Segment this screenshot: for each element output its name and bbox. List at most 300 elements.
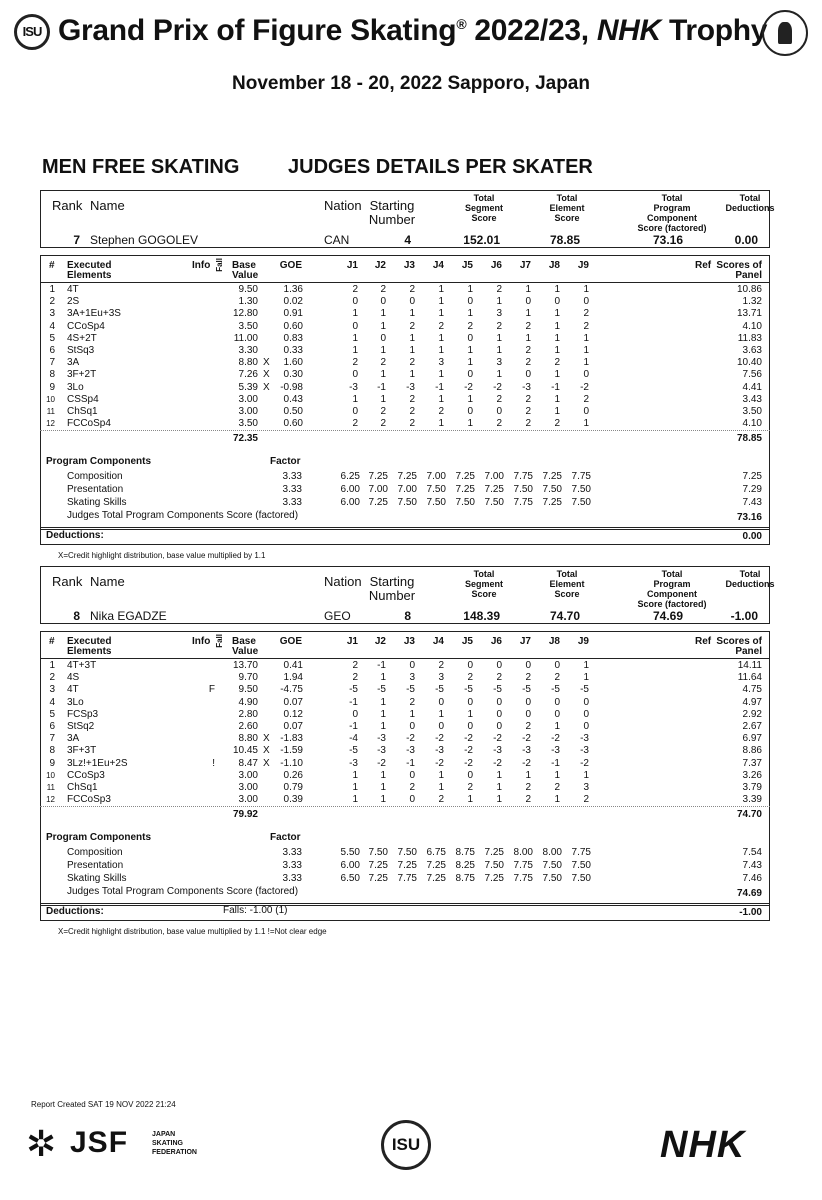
element-base: 10.45 xyxy=(232,745,258,757)
deduction-total: -1.00 xyxy=(739,907,762,918)
element-judge-score: -1 xyxy=(377,660,386,671)
component-judge-score: 5.50 xyxy=(340,847,360,858)
component-factor: 3.33 xyxy=(282,497,302,508)
col-hash: # xyxy=(49,636,55,647)
component-judge-score: 7.50 xyxy=(455,497,475,508)
nation-label: Nation xyxy=(324,198,362,213)
element-judge-score: -4 xyxy=(349,733,358,745)
element-judge-score: 1 xyxy=(380,794,386,806)
element-judge-score: 2 xyxy=(496,418,502,430)
element-judge-score: 2 xyxy=(409,393,415,405)
element-panel: 14.11 xyxy=(737,660,762,671)
element-judge-score: 2 xyxy=(525,406,531,417)
component-judge-score: 7.50 xyxy=(397,497,417,508)
pcs-label: Score (factored) xyxy=(637,223,707,233)
element-judge-score: 1 xyxy=(583,660,589,671)
element-judge-score: 0 xyxy=(583,296,589,308)
component-judge-score: 7.25 xyxy=(484,847,504,858)
component-judge-score: 8.75 xyxy=(455,847,475,858)
element-judge-score: 0 xyxy=(467,660,473,671)
col-judge: J9 xyxy=(577,636,589,647)
element-x-flag: X xyxy=(263,381,270,393)
element-judge-score: 2 xyxy=(352,284,358,295)
table-box xyxy=(40,903,770,921)
element-judge-score: 0 xyxy=(352,406,358,417)
component-judge-score: 6.00 xyxy=(340,484,360,495)
element-panel: 4.97 xyxy=(742,696,762,708)
element-judge-score: 2 xyxy=(409,284,415,295)
element-name: StSq2 xyxy=(67,721,95,732)
element-judge-score: 1 xyxy=(352,393,358,405)
component-panel: 7.46 xyxy=(742,873,762,884)
pcs-label: Program xyxy=(653,203,691,213)
component-judge-score: 7.00 xyxy=(484,471,504,482)
element-judge-score: -1 xyxy=(406,757,415,769)
element-panel: 3.43 xyxy=(742,393,762,405)
component-judge-score: 7.25 xyxy=(368,497,388,508)
element-name: 3A xyxy=(67,357,80,369)
col-scores-of: Scores of xyxy=(716,636,762,647)
element-judge-score: 1 xyxy=(409,345,415,356)
pcs-total: 74.69 xyxy=(736,888,762,899)
element-judge-score: -1 xyxy=(349,696,358,708)
element-name: 4T+3T xyxy=(67,660,97,671)
element-base: 3.50 xyxy=(238,320,258,332)
details-title: JUDGES DETAILS PER SKATER xyxy=(288,156,593,178)
element-judge-score: 1 xyxy=(438,308,444,320)
component-judge-score: 7.25 xyxy=(426,873,446,884)
element-judge-score: -3 xyxy=(551,745,560,757)
nation-label: Nation xyxy=(324,574,362,589)
col-judge: J5 xyxy=(461,636,473,647)
element-no: 9 xyxy=(49,757,55,769)
element-judge-score: 0 xyxy=(467,296,473,308)
element-judge-score: 0 xyxy=(583,369,589,381)
element-judge-score: 0 xyxy=(380,296,386,308)
skater-pcs: 73.16 xyxy=(652,233,683,247)
tes-label: Total xyxy=(556,193,578,203)
component-judge-score: 7.75 xyxy=(397,873,417,884)
component-judge-score: 7.50 xyxy=(571,497,591,508)
col-judge: J1 xyxy=(346,260,358,271)
name-label: Name xyxy=(90,574,125,589)
pcs-label: Component xyxy=(647,213,697,223)
element-name: 2S xyxy=(67,296,80,308)
component-name: Composition xyxy=(67,471,123,482)
element-goe: -1.10 xyxy=(280,757,303,769)
element-x-flag: X xyxy=(263,357,270,369)
element-goe: 0.41 xyxy=(283,660,303,671)
element-base: 4.90 xyxy=(238,696,258,708)
col-goe: GOE xyxy=(279,636,302,647)
component-judge-score: 6.25 xyxy=(340,471,360,482)
component-judge-score: 7.50 xyxy=(571,873,591,884)
element-goe: 0.60 xyxy=(283,320,303,332)
element-goe: 0.33 xyxy=(283,345,303,356)
element-judge-score: 2 xyxy=(467,672,473,684)
component-judge-score: 7.25 xyxy=(542,471,562,482)
component-judge-score: 7.75 xyxy=(513,860,533,871)
element-judge-score: 1 xyxy=(554,369,560,381)
element-judge-score: 3 xyxy=(438,672,444,684)
element-no: 9 xyxy=(49,381,55,393)
element-no: 5 xyxy=(49,332,55,344)
element-judge-score: 2 xyxy=(525,782,531,793)
tss-label: Score xyxy=(471,213,497,223)
element-base: 3.00 xyxy=(238,393,258,405)
element-judge-score: -2 xyxy=(522,757,531,769)
element-judge-score: -1 xyxy=(551,381,560,393)
component-judge-score: 6.00 xyxy=(340,497,360,508)
element-judge-score: 2 xyxy=(352,672,358,684)
element-no: 10 xyxy=(46,770,55,780)
element-judge-score: 2 xyxy=(352,660,358,671)
col-panel: Panel xyxy=(735,646,762,657)
element-no: 8 xyxy=(49,369,55,381)
jsf-snowflake-icon: ✲ xyxy=(26,1123,57,1164)
col-elements: Elements xyxy=(67,270,112,281)
component-judge-score: 7.50 xyxy=(513,484,533,495)
divider xyxy=(40,282,770,283)
element-judge-score: -3 xyxy=(522,745,531,757)
element-judge-score: 2 xyxy=(438,794,444,806)
element-judge-score: -5 xyxy=(349,684,358,696)
element-judge-score: -3 xyxy=(522,381,531,393)
element-base: 1.30 xyxy=(238,296,258,308)
component-judge-score: 7.25 xyxy=(484,873,504,884)
element-goe: 1.60 xyxy=(283,357,303,369)
element-judge-score: 1 xyxy=(496,782,502,793)
element-base: 2.60 xyxy=(238,721,258,732)
element-judge-score: 2 xyxy=(380,406,386,417)
col-info: Info xyxy=(192,636,211,647)
deduction-detail: Falls: -1.00 (1) xyxy=(223,905,288,916)
skater-ded: -1.00 xyxy=(730,609,758,623)
component-name: Presentation xyxy=(67,860,124,871)
element-judge-score: 2 xyxy=(583,320,589,332)
element-judge-score: 0 xyxy=(438,721,444,732)
element-judge-score: 3 xyxy=(438,357,444,369)
element-x-flag: X xyxy=(263,733,270,745)
element-judge-score: 1 xyxy=(554,406,560,417)
component-judge-score: 7.25 xyxy=(368,471,388,482)
col-value: Value xyxy=(232,270,259,281)
element-judge-score: -2 xyxy=(435,733,444,745)
pcs-label: Program xyxy=(653,579,691,589)
element-name: CCoSp3 xyxy=(67,769,105,781)
element-judge-score: 1 xyxy=(380,320,386,332)
element-judge-score: 2 xyxy=(525,393,531,405)
component-judge-score: 7.50 xyxy=(542,484,562,495)
element-judge-score: 1 xyxy=(525,769,531,781)
element-judge-score: 1 xyxy=(496,345,502,356)
element-judge-score: -2 xyxy=(580,381,589,393)
name-label: Name xyxy=(90,198,125,213)
component-judge-score: 8.00 xyxy=(542,847,562,858)
element-judge-score: -2 xyxy=(522,733,531,745)
element-no: 6 xyxy=(49,345,55,356)
component-judge-score: 8.75 xyxy=(455,873,475,884)
element-judge-score: 2 xyxy=(554,418,560,430)
pcs-label: Score (factored) xyxy=(637,599,707,609)
pcs-label: Total xyxy=(661,569,683,579)
col-base: Base xyxy=(232,260,256,271)
component-factor: 3.33 xyxy=(282,860,302,871)
element-judge-score: 1 xyxy=(438,345,444,356)
element-base: 3.00 xyxy=(238,794,258,806)
element-name: 3Lo xyxy=(67,381,84,393)
component-judge-score: 7.75 xyxy=(513,471,533,482)
component-factor: 3.33 xyxy=(282,484,302,495)
element-judge-score: 2 xyxy=(438,320,444,332)
element-x-flag: X xyxy=(263,757,270,769)
element-panel: 3.79 xyxy=(742,782,762,793)
skater-tes: 74.70 xyxy=(549,609,580,623)
element-base: 11.00 xyxy=(233,332,258,344)
col-fall: Fall xyxy=(215,258,224,272)
element-judge-score: -2 xyxy=(493,733,502,745)
element-name: CSSp4 xyxy=(67,393,99,405)
element-judge-score: 1 xyxy=(525,284,531,295)
element-judge-score: -5 xyxy=(464,684,473,696)
table-box xyxy=(40,527,770,545)
element-judge-score: -1 xyxy=(377,381,386,393)
element-judge-score: 0 xyxy=(409,721,415,732)
component-judge-score: 7.50 xyxy=(571,484,591,495)
element-judge-score: 0 xyxy=(525,369,531,381)
element-judge-score: 0 xyxy=(554,296,560,308)
element-no: 3 xyxy=(49,308,55,320)
tss-label: Score xyxy=(471,589,497,599)
element-judge-score: 1 xyxy=(352,769,358,781)
col-info: Info xyxy=(192,260,211,271)
element-judge-score: -5 xyxy=(349,745,358,757)
element-judge-score: 0 xyxy=(409,660,415,671)
col-ref: Ref xyxy=(695,260,712,271)
component-panel: 7.54 xyxy=(742,847,762,858)
element-x-flag: X xyxy=(263,369,270,381)
element-judge-score: -3 xyxy=(493,745,502,757)
element-judge-score: 1 xyxy=(554,308,560,320)
col-judge: J3 xyxy=(403,260,415,271)
element-base: 13.70 xyxy=(232,660,258,671)
col-judge: J4 xyxy=(432,260,444,271)
component-judge-score: 7.50 xyxy=(368,847,388,858)
element-no: 12 xyxy=(46,795,55,805)
col-judge: J4 xyxy=(432,636,444,647)
pcs-label: Component xyxy=(647,589,697,599)
element-base: 3.00 xyxy=(238,406,258,417)
element-judge-score: 1 xyxy=(352,345,358,356)
element-judge-score: 1 xyxy=(467,708,473,720)
col-judge: J8 xyxy=(548,260,560,271)
element-judge-score: 0 xyxy=(409,769,415,781)
element-judge-score: -3 xyxy=(349,757,358,769)
component-judge-score: 7.50 xyxy=(571,860,591,871)
program-components-label: Program Components xyxy=(46,456,152,467)
component-judge-score: 7.00 xyxy=(426,471,446,482)
element-base: 8.80 xyxy=(238,733,258,745)
component-judge-score: 7.50 xyxy=(397,847,417,858)
element-judge-score: 0 xyxy=(467,769,473,781)
element-judge-score: 2 xyxy=(352,357,358,369)
component-judge-score: 7.25 xyxy=(455,471,475,482)
element-judge-score: 1 xyxy=(438,296,444,308)
element-judge-score: 1 xyxy=(583,345,589,356)
component-name: Presentation xyxy=(67,484,124,495)
element-judge-score: 0 xyxy=(352,708,358,720)
element-judge-score: 0 xyxy=(525,708,531,720)
rank-label: Rank xyxy=(52,574,83,589)
element-no: 10 xyxy=(46,394,55,404)
element-judge-score: 1 xyxy=(380,345,386,356)
component-judge-score: 7.25 xyxy=(397,860,417,871)
element-panel: 4.41 xyxy=(742,381,762,393)
element-judge-score: 2 xyxy=(583,794,589,806)
element-goe: -0.98 xyxy=(280,381,303,393)
element-judge-score: 2 xyxy=(352,418,358,430)
element-judge-score: 2 xyxy=(525,320,531,332)
element-name: 3F+3T xyxy=(67,745,97,757)
element-judge-score: 0 xyxy=(554,708,560,720)
element-judge-score: 2 xyxy=(525,418,531,430)
rank-label: Rank xyxy=(52,198,83,213)
element-judge-score: 1 xyxy=(438,769,444,781)
component-factor: 3.33 xyxy=(282,847,302,858)
event-header xyxy=(12,8,812,58)
col-judge: J5 xyxy=(461,260,473,271)
element-judge-score: -5 xyxy=(406,684,415,696)
element-judge-score: 1 xyxy=(352,308,358,320)
element-panel: 4.10 xyxy=(742,418,762,430)
number-label: Number xyxy=(368,588,416,603)
footnote: X=Credit highlight distribution, base value multiplied by 1.1 xyxy=(58,551,266,560)
component-judge-score: 7.00 xyxy=(368,484,388,495)
element-goe: 0.30 xyxy=(283,369,303,381)
element-name: 4S xyxy=(67,672,80,684)
component-judge-score: 8.25 xyxy=(455,860,475,871)
component-judge-score: 7.25 xyxy=(368,860,388,871)
element-judge-score: 1 xyxy=(467,418,473,430)
element-judge-score: 0 xyxy=(583,721,589,732)
element-judge-score: -5 xyxy=(435,684,444,696)
component-judge-score: 7.25 xyxy=(368,873,388,884)
col-panel: Panel xyxy=(735,270,762,281)
isu-logo-bottom: ISU xyxy=(381,1120,431,1170)
element-judge-score: 1 xyxy=(554,284,560,295)
col-judge: J6 xyxy=(490,636,502,647)
element-base: 8.47 xyxy=(238,757,258,769)
element-judge-score: 3 xyxy=(583,782,589,793)
element-judge-score: 1 xyxy=(380,308,386,320)
col-value: Value xyxy=(232,646,259,657)
element-judge-score: 3 xyxy=(409,672,415,684)
element-no: 3 xyxy=(49,684,55,696)
ded-label: Total xyxy=(739,569,761,579)
element-judge-score: 2 xyxy=(583,308,589,320)
skater-nation: CAN xyxy=(324,233,350,247)
element-judge-score: 2 xyxy=(380,357,386,369)
element-judge-score: 1 xyxy=(438,369,444,381)
element-name: 3Lz!+1Eu+2S xyxy=(67,757,128,769)
element-goe: 1.94 xyxy=(283,672,303,684)
component-judge-score: 7.25 xyxy=(484,484,504,495)
element-judge-score: 1 xyxy=(554,721,560,732)
element-judge-score: 1 xyxy=(554,769,560,781)
federation-badge-icon xyxy=(762,10,808,56)
element-judge-score: 1 xyxy=(554,794,560,806)
col-executed: Executed xyxy=(67,636,112,647)
element-judge-score: 1 xyxy=(380,393,386,405)
element-judge-score: 1 xyxy=(380,696,386,708)
skater-start_no: 8 xyxy=(404,609,411,623)
element-no: 6 xyxy=(49,721,55,732)
element-judge-score: -2 xyxy=(551,733,560,745)
component-judge-score: 7.50 xyxy=(484,860,504,871)
element-panel: 2.92 xyxy=(742,708,762,720)
component-judge-score: 6.75 xyxy=(426,847,446,858)
element-judge-score: 0 xyxy=(496,721,502,732)
tes-label: Total xyxy=(556,569,578,579)
event-title: Grand Prix of Figure Skating® 2022/23, NHK Trophy xyxy=(58,14,768,47)
report-created: Report Created SAT 19 NOV 2022 21:24 xyxy=(31,1100,176,1109)
element-goe: 0.43 xyxy=(283,393,303,405)
component-judge-score: 8.00 xyxy=(513,847,533,858)
element-judge-score: 2 xyxy=(380,418,386,430)
element-judge-score: -2 xyxy=(435,757,444,769)
element-judge-score: -1 xyxy=(551,757,560,769)
element-judge-score: 0 xyxy=(583,406,589,417)
element-goe: 0.07 xyxy=(283,721,303,732)
element-judge-score: 1 xyxy=(409,332,415,344)
element-goe: 0.02 xyxy=(283,296,303,308)
element-judge-score: 0 xyxy=(583,696,589,708)
element-judge-score: 1 xyxy=(554,345,560,356)
tss-label: Total xyxy=(473,569,495,579)
skater-ded: 0.00 xyxy=(734,233,758,247)
element-judge-score: -2 xyxy=(464,745,473,757)
event-date-place: November 18 - 20, 2022 Sapporo, Japan xyxy=(232,73,590,94)
element-judge-score: 0 xyxy=(525,296,531,308)
element-judge-score: 0 xyxy=(467,406,473,417)
element-panel: 2.67 xyxy=(742,721,762,732)
element-judge-score: 1 xyxy=(583,284,589,295)
starting-label: Starting xyxy=(369,574,415,589)
element-base: 9.50 xyxy=(238,284,258,295)
element-judge-score: -5 xyxy=(377,684,386,696)
component-panel: 7.25 xyxy=(742,471,762,482)
col-judge: J6 xyxy=(490,260,502,271)
footnote: X=Credit highlight distribution, base value multiplied by 1.1 !=Not clear edge xyxy=(58,927,327,936)
element-judge-score: 1 xyxy=(583,672,589,684)
element-judge-score: 2 xyxy=(496,320,502,332)
element-no: 4 xyxy=(49,696,55,708)
element-base: 12.80 xyxy=(232,308,258,320)
element-goe: 0.50 xyxy=(283,406,303,417)
element-judge-score: 0 xyxy=(554,696,560,708)
tes-total: 78.85 xyxy=(736,433,762,444)
jsf-name: JSF xyxy=(70,1126,129,1159)
element-judge-score: 1 xyxy=(380,782,386,793)
col-executed: Executed xyxy=(67,260,112,271)
component-judge-score: 7.75 xyxy=(513,873,533,884)
element-judge-score: 2 xyxy=(467,782,473,793)
element-judge-score: 1 xyxy=(496,332,502,344)
element-goe: 0.39 xyxy=(283,794,303,806)
component-panel: 7.43 xyxy=(742,497,762,508)
element-no: 11 xyxy=(46,783,55,792)
element-info: F xyxy=(208,684,215,696)
